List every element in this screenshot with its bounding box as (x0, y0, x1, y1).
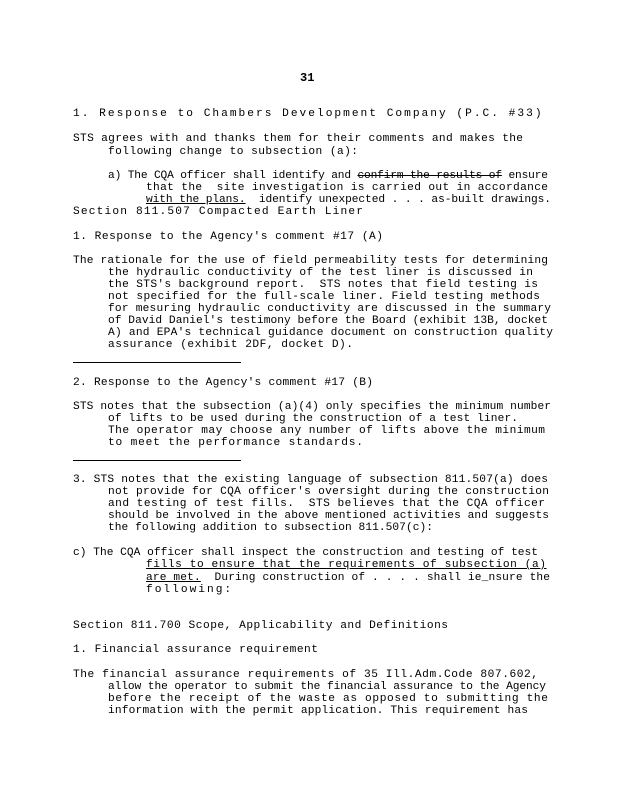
response-heading-financial: 1. Financial assurance requirement (73, 644, 319, 656)
separator-rule (73, 460, 241, 461)
separator-rule (73, 362, 241, 363)
paragraph-line: not specified for the full-scale liner. Field testing methods (108, 291, 541, 303)
paragraph-line: the STS's background report. STS notes that field testing is (108, 279, 539, 291)
section-heading-811-507: Section 811.507 Compacted Earth Liner (73, 206, 365, 218)
underlined-text: fills to ensure that the requirements of subsection (a) (146, 559, 547, 571)
amendment-text: identify unexpected . . . as-built drawings. (245, 194, 551, 206)
response-heading-17b: 2. Response to the Agency's comment #17 (B) (73, 377, 374, 389)
paragraph-line: following change to subsection (a): (108, 146, 359, 158)
amendment-line: that the site investigation is carried out in accordance (146, 182, 549, 194)
paragraph-line: STS agrees with and thanks them for their comments and makes the (73, 133, 524, 145)
paragraph-line: to meet the performance standards. (108, 437, 364, 449)
paragraph-line: of lifts to be used during the construction of a test liner. (108, 413, 519, 425)
paragraph-line: and testing of test fills. STS believes that the CQA officer (108, 498, 546, 510)
paragraph-line: 3. STS notes that the existing language of subsection 811.507(a) does (73, 474, 549, 486)
paragraph-line: should be involved in the above mentioned activities and suggests (108, 510, 550, 522)
amendment-text: ensure (501, 170, 548, 182)
paragraph-line: assurance (exhibit 2DF, docket D). (108, 339, 354, 351)
paragraph-line: allow the operator to submit the financial assurance to the Agency (108, 681, 546, 693)
paragraph-line: information with the permit application. This requirement has (108, 705, 529, 717)
paragraph-line: A) and EPA's technical guidance document on construction quality (108, 327, 554, 339)
paragraph-line: The financial assurance requirements of 35 Ill.Adm.Code 807.602, (73, 669, 539, 681)
paragraph-line: The rationale for the use of field permeability tests for determining (73, 255, 549, 267)
page-number: 31 (300, 71, 315, 85)
paragraph-line: before the receipt of the waste as opposed to submitting the (108, 693, 549, 705)
amendment-line (146, 559, 547, 572)
paragraph-line: The operator may choose any number of lifts above the minimum (108, 425, 546, 437)
section-heading-811-700: Section 811.700 Scope, Applicability and Definitions (73, 620, 449, 632)
paragraph-line: the hydraulic conductivity of the test liner is discussed in (108, 267, 534, 279)
paragraph-line: the following addition to subsection 811.507(c): (108, 522, 434, 534)
amendment-text: During construction of . . . . shall ie_nsure the (200, 572, 551, 584)
response-heading-chambers: 1. Response to Chambers Development Company (P.C. #33) (73, 108, 544, 120)
underlined-text: are met. (146, 572, 201, 584)
amendment-line: c) The CQA officer shall inspect the construction and testing of test (73, 547, 539, 559)
paragraph-line: of David Daniel's testimony before the Board (exhibit 13B, docket (108, 315, 549, 327)
amendment-text: a) The CQA officer shall identify and (108, 170, 358, 182)
paragraph-line: STS notes that the subsection (a)(4) only specifies the minimum number (73, 401, 552, 413)
struck-text: confirm the results of (357, 170, 502, 182)
paragraph-line: for mesuring hydraulic conductivity are discussed in the summary (108, 303, 552, 315)
paragraph-line: not provide for CQA officer's oversight during the construction (108, 486, 550, 498)
amendment-line: following: (146, 584, 234, 596)
response-heading-17a: 1. Response to the Agency's comment #17 (A) (73, 231, 384, 243)
underlined-text: with the plans. (146, 194, 246, 206)
